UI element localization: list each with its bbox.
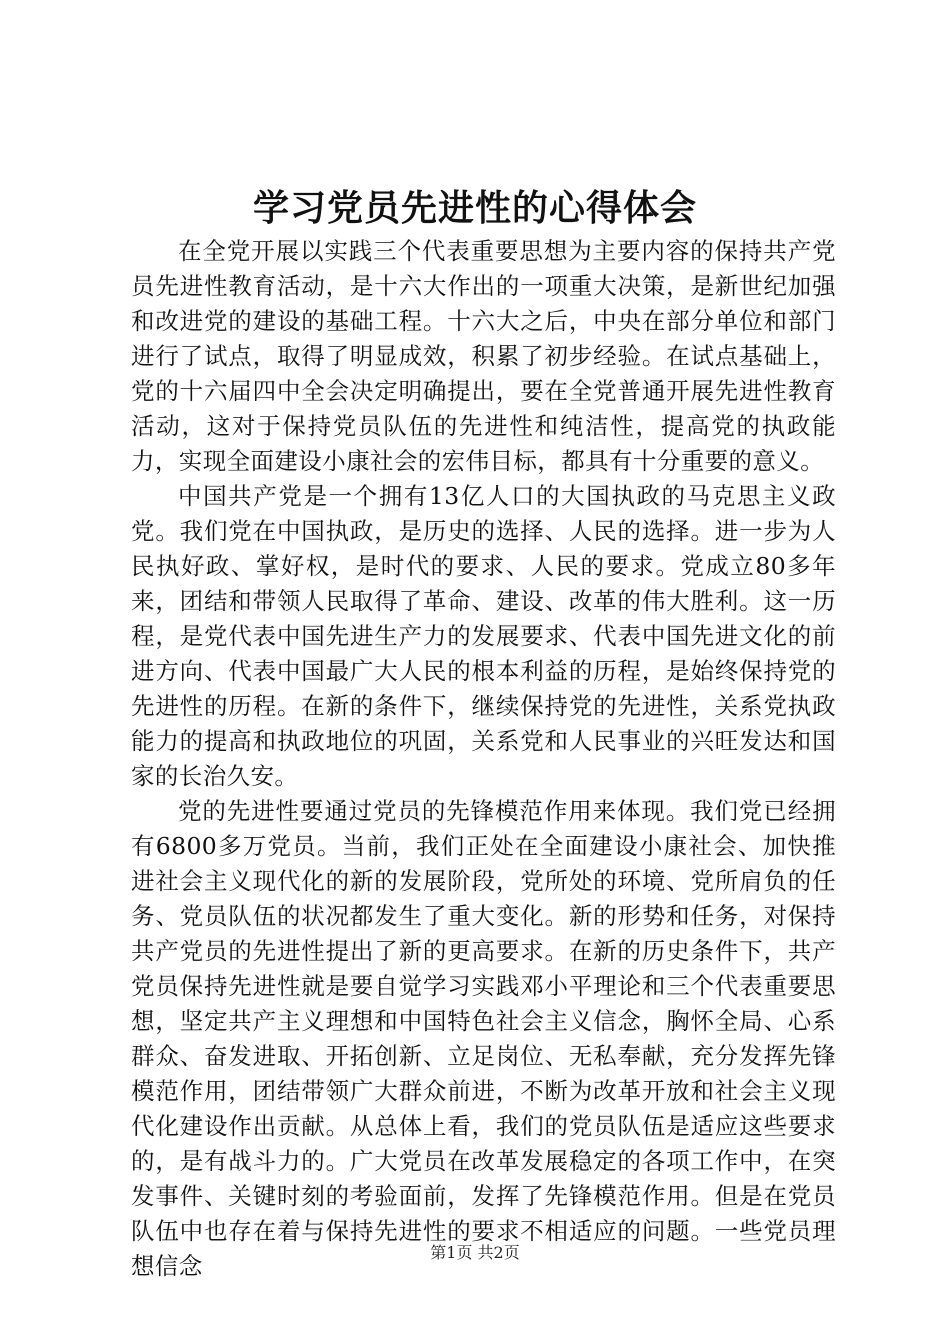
document-title: 学习党员先进性的心得体会 xyxy=(252,187,697,229)
paragraph-3: 党的先进性要通过党员的先锋模范作用来体现。我们党已经拥有6800多万党员。当前，我们正处在全面建设小康社会、加快推进社会主义现代化的新的发展阶段，党所处的环境、党所肩负的任务、党员队伍的状况都发生了重大变化。新的形势和任务，对保持共产党员的先进性提出了新的更高要求。在新的历史条件下，共产党员保持先进性就是要自觉学习实践邓小平理论和三个代表重要思想，坚定共产主义理想和中国特色社会主义信念，胸怀全局、心系群众、奋发进取、开拓创新、立足岗位、无私奉献，充分发挥先锋模范作用，团结带领广大群众前进，不断为改革开放和社会主义现代化建设作出贡献。从总体上看，我们的党员队伍是适应这些要求的，是有战斗力的。广大党员在改革发展稳定的各项工作中，在突发事件、关键时刻的考验面前，发挥了先锋模范作用。但是在党员队伍中也存在着与保持先进性的要求不相适应的问题。一些党员理想信念 xyxy=(131,797,836,1280)
paragraph-2: 中国共产党是一个拥有13亿人口的大国执政的马克思主义政党。我们党在中国执政，是历史的选择、人民的选择。进一步为人民执好政、掌好权，是时代的要求、人民的要求。党成立80多年来，团结和带领人民取得了革命、建设、改革的伟大胜利。这一历程，是党代表中国先进生产力的发展要求、代表中国先进文化的前进方向、代表中国最广大人民的根本利益的历程，是始终保持党的先进性的历程。在新的条件下，继续保持党的先进性，关系党执政能力的提高和执政地位的巩固，关系党和人民事业的兴旺发达和国家的长治久安。 xyxy=(131,482,836,790)
page-footer: 第1页 共2页 xyxy=(430,1243,520,1262)
paragraph-1: 在全党开展以实践三个代表重要思想为主要内容的保持共产党员先进性教育活动，是十六大作出的一项重大决策，是新世纪加强和改进党的建设的基础工程。十六大之后，中央在部分单位和部门进行了试点，取得了明显成效，积累了初步经验。在试点基础上，党的十六届四中全会决定明确提出，要在全党普通开展先进性教育活动，这对于保持党员队伍的先进性和纯洁性，提高党的执政能力，实现全面建设小康社会的宏伟目标，都具有十分重要的意义。 xyxy=(131,237,836,475)
